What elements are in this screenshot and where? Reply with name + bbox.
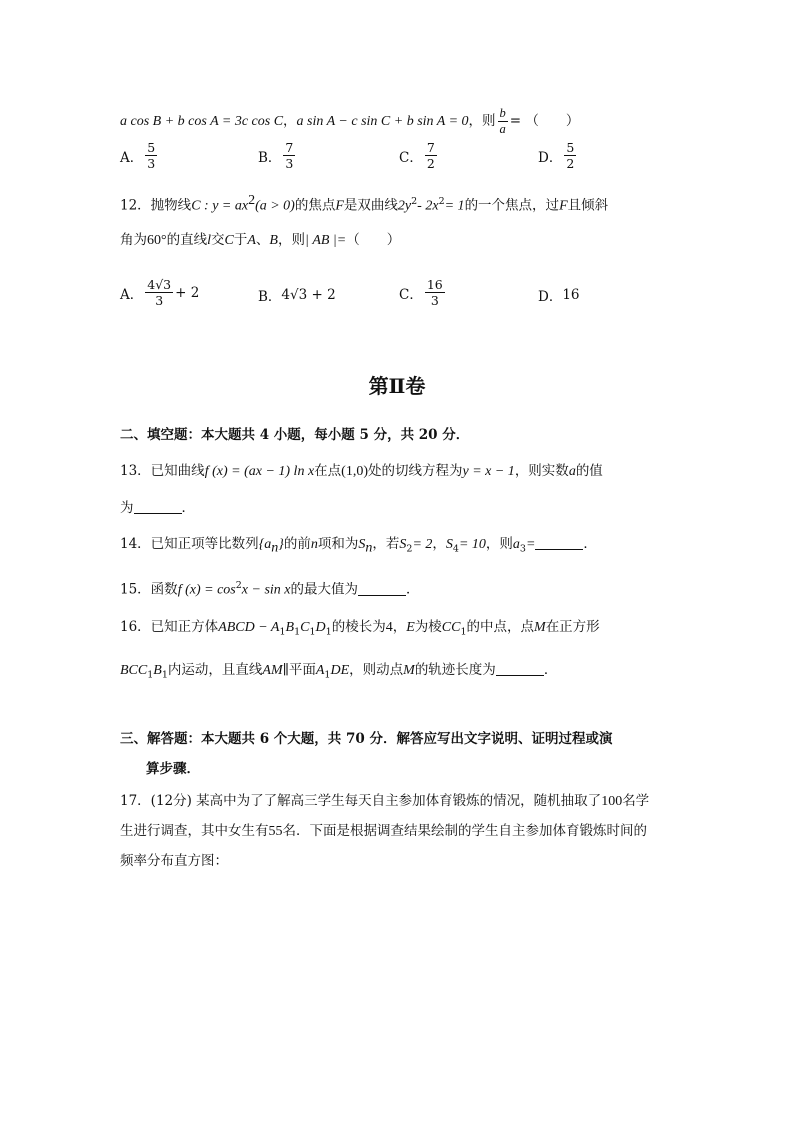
section-title: 第Ⅱ卷 bbox=[368, 374, 426, 398]
q14-answer-blank bbox=[535, 535, 583, 550]
q12-option-a: A． $\frac{4√3}{3}$ + 2 bbox=[120, 277, 200, 308]
q12-option-b: B． 4√3 + 2 bbox=[258, 287, 336, 305]
q11-condition-1: a cos B + b cos A = 3c cos C bbox=[120, 114, 284, 129]
q13-line-1: 13．已知曲线f (x) = (ax − 1) ln x在点(1,0)处的切线方程为y = x − 1，则实数a的值 bbox=[120, 463, 603, 479]
q11-fraction: $\frac{b}{a}$ bbox=[499, 106, 506, 136]
q12-line-1: 12．抛物线C : $y = ax^2(a > 0)$的焦点F是双曲线$2y^2-$ $2x^2= 1$的一个焦点，过F且倾斜 bbox=[120, 193, 609, 214]
q12-option-d: D． 16 bbox=[538, 287, 580, 305]
q13-answer-blank bbox=[134, 499, 182, 514]
q15-line: 15．函数f $(x) = \cos^2x - \sin x$的最大值为 ． bbox=[120, 580, 420, 598]
q17-line-2: 生进行调查，其中女生有55名．下面是根据调查结果绘制的学生自主参加体育锻炼时间的 bbox=[120, 823, 647, 839]
q11-stem: a cos B + b cos A = 3c cos C，a sin A − c sin C + b sin A = 0，则 $\frac{b}{a}$ = （ ） bbox=[120, 106, 580, 136]
q11-option-a: A． $\frac{5}{3}$ bbox=[120, 140, 156, 171]
q11-option-d: D． $\frac{5}{2}$ bbox=[538, 140, 575, 171]
q11-option-c: C． $\frac{7}{2}$ bbox=[399, 140, 435, 171]
q14-line: 14．已知正项等比数列$\{a_n\}$的前n项和为$S_n$，若$S_2= 2$，$S_4= 10$，则$a_3=$ ． bbox=[120, 536, 597, 556]
fill-blank-header: 二、填空题：本大题共 4 小题，每小题 5 分，共 20 分． bbox=[120, 427, 470, 443]
q16-line-1: 16．已知正方体ABCD − $A_1B_1C_1D_1$的棱长为4，E为棱$CC_1$的中点，点M在正方形 bbox=[120, 619, 600, 638]
q17-line-3: 频率分布直方图： bbox=[120, 853, 228, 869]
q15-answer-blank bbox=[358, 581, 406, 596]
q12-line-2: 角为60°的直线l交C于A、B，则| AB |=（ ） bbox=[120, 232, 401, 248]
q12-option-c: C． $\frac{16}{3}$ bbox=[399, 277, 443, 308]
q11-option-b: B． $\frac{7}{3}$ bbox=[258, 140, 294, 171]
q16-answer-blank bbox=[496, 661, 544, 676]
q17-line-1: 17．(12分) 某高中为了了解高三学生每天自主参加体育锻炼的情况，随机抽取了100名学 bbox=[120, 793, 650, 809]
q16-line-2: $BCC_1B_1$内运动，且直线AM∥平面$A_1DE$，则动点M的轨迹长度为 ． bbox=[120, 662, 558, 681]
q13-line-2: 为 ． bbox=[120, 500, 195, 516]
solve-header-line-2: 算步骤． bbox=[146, 761, 200, 777]
q11-condition-2: a sin A − c sin C + b sin A = 0 bbox=[296, 114, 469, 129]
solve-header-line-1: 三、解答题：本大题共 6 个大题，共 70 分．解答应写出文字说明、证明过程或演 bbox=[120, 731, 613, 747]
